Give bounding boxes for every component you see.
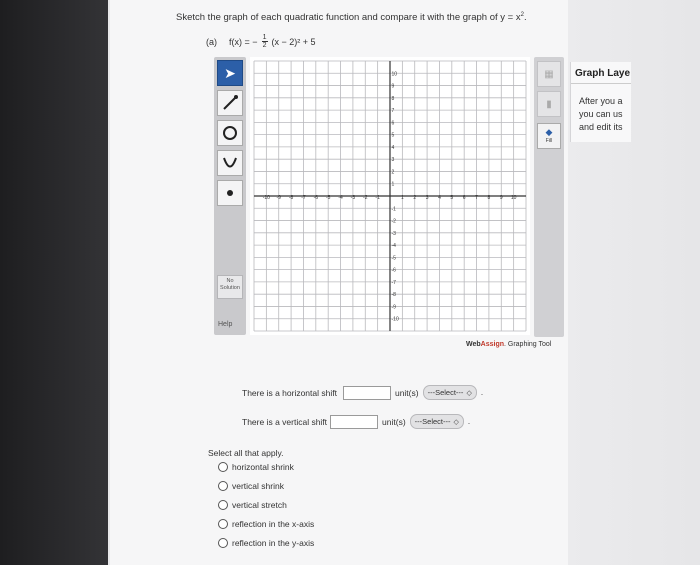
y-tick-label: -3 [391,230,396,237]
option-reflection-y-axis[interactable] [218,538,314,548]
question-end: . [523,12,527,24]
point-tool-button[interactable] [217,180,243,206]
x-tick-label: 8 [487,195,491,201]
option-label: horizontal shrink [232,462,294,472]
y-tick-label: -2 [391,218,396,225]
fill-button[interactable] [537,123,561,149]
brand-web: Web [466,341,481,348]
checkbox[interactable] [218,481,228,491]
graph-toolbar [214,57,246,335]
x-tick-label: 10 [510,195,517,201]
option-label: reflection in the x-axis [232,519,315,529]
help-button[interactable]: Help [218,321,233,328]
x-tick-label: -6 [313,195,319,201]
y-tick-label: -9 [391,304,396,311]
x-tick-label: 6 [462,195,466,201]
y-tick-label: -7 [391,279,396,286]
select-all-label: Select all that apply. [208,448,284,458]
pointer-icon: ➤ [224,64,236,81]
vertical-shift-row [242,414,470,429]
circle-tool-button[interactable] [217,120,243,146]
delete-layer-button[interactable] [537,61,561,87]
horizontal-period: . [480,388,484,397]
x-tick-label: 2 [413,195,417,201]
vertical-direction-select[interactable] [410,414,464,429]
horizontal-shift-input[interactable] [343,386,391,400]
y-tick-label: 6 [391,120,395,127]
option-label: reflection in the y-axis [232,538,315,548]
x-tick-label: 1 [400,195,404,201]
point-icon [222,185,238,201]
trash-icon: ▦ [544,68,554,80]
y-tick-label: 3 [391,157,395,164]
horizontal-shift-row [242,385,483,400]
x-tick-label: 3 [425,195,429,201]
no-solution-button[interactable]: No Solution [217,275,243,299]
y-tick-label: 1 [391,181,395,188]
y-tick-label: 8 [391,95,395,102]
parabola-icon [222,155,238,171]
y-tick-label: 4 [391,144,395,151]
fill-icon: ◆ [545,127,553,137]
option-reflection-x-axis[interactable] [218,519,314,529]
y-tick-label: 5 [391,132,395,139]
x-tick-label: 4 [438,195,441,201]
y-tick-label: -4 [391,243,396,250]
horizontal-direction-select[interactable] [423,385,477,400]
vertical-shift-input[interactable] [330,415,378,429]
vertical-shift-label: There is a vertical shift [242,416,328,427]
function-lhs: f(x) = − [229,36,258,47]
horizontal-select-value: ---Select--- [427,388,464,397]
y-tick-label: -6 [391,267,396,274]
circle-icon [222,125,238,141]
x-tick-label: -7 [301,195,306,201]
x-tick-label: -8 [288,195,294,201]
graph-layers-panel [570,62,631,142]
option-vertical-stretch[interactable] [218,500,287,510]
x-tick-label: -2 [363,195,368,201]
y-tick-label: 7 [391,108,395,115]
y-tick-label: 9 [391,83,395,90]
clear-button[interactable] [537,91,561,117]
brand-rest: . Graphing Tool [504,341,552,348]
part-a [206,34,316,49]
y-tick-label: -1 [391,206,396,213]
x-tick-label: -9 [276,195,281,201]
question-body: Sketch the graph of each quadratic function and compare it with the graph of y = x [176,12,521,24]
option-label: vertical stretch [232,500,287,510]
background-left [0,0,108,565]
graph-layers-title: Graph Laye [571,62,631,84]
fraction-denominator: 2 [262,42,267,49]
function-rhs: (x − 2)² + 5 [271,36,316,47]
y-tick-label: -8 [391,292,396,299]
fraction [262,34,268,49]
x-tick-label: -1 [375,195,380,201]
x-tick-label: 9 [499,195,503,201]
chevron-down-icon: ◇ [466,389,472,397]
option-horizontal-shrink[interactable] [218,462,294,472]
vertical-select-value: ---Select--- [414,417,451,426]
question-text [176,12,527,23]
x-tick-label: -5 [325,195,331,201]
graph-canvas[interactable] [250,57,530,335]
checkbox[interactable] [218,500,228,510]
option-vertical-shrink[interactable] [218,481,284,491]
fill-label: Fill [545,138,553,144]
part-label: (a) [206,36,217,47]
x-tick-label: -10 [262,195,270,201]
webassign-brand [466,341,551,348]
fraction-numerator: 1 [262,34,267,41]
y-tick-label: -10 [391,316,399,323]
bin-icon: ▮ [546,98,552,110]
chevron-down-icon: ◇ [453,418,459,426]
line-tool-button[interactable] [217,90,243,116]
coordinate-grid[interactable] [250,57,530,335]
x-tick-label: 5 [450,195,454,201]
checkbox[interactable] [218,519,228,529]
checkbox[interactable] [218,462,228,472]
x-tick-label: 7 [475,195,478,201]
vertical-period: . [467,417,471,426]
y-tick-label: 10 [391,71,398,78]
option-label: vertical shrink [232,481,284,491]
vertical-units-label: unit(s) [382,416,406,427]
horizontal-units-label: unit(s) [394,387,419,398]
x-tick-label: -4 [338,195,343,201]
y-tick-label: -5 [391,255,396,262]
y-tick-label: 2 [391,169,395,176]
line-icon [222,95,238,111]
checkbox[interactable] [218,538,228,548]
parabola-tool-button[interactable] [217,150,243,176]
question-exponent: 2 [520,12,524,18]
graph-right-toolbar [534,57,564,337]
x-tick-label: -3 [350,195,356,201]
horizontal-shift-label: There is a horizontal shift [242,387,337,398]
graph-layers-text: After you a you can us and edit its [579,96,623,132]
arrow-tool-button[interactable] [217,60,243,86]
brand-assign: Assign [480,341,504,348]
